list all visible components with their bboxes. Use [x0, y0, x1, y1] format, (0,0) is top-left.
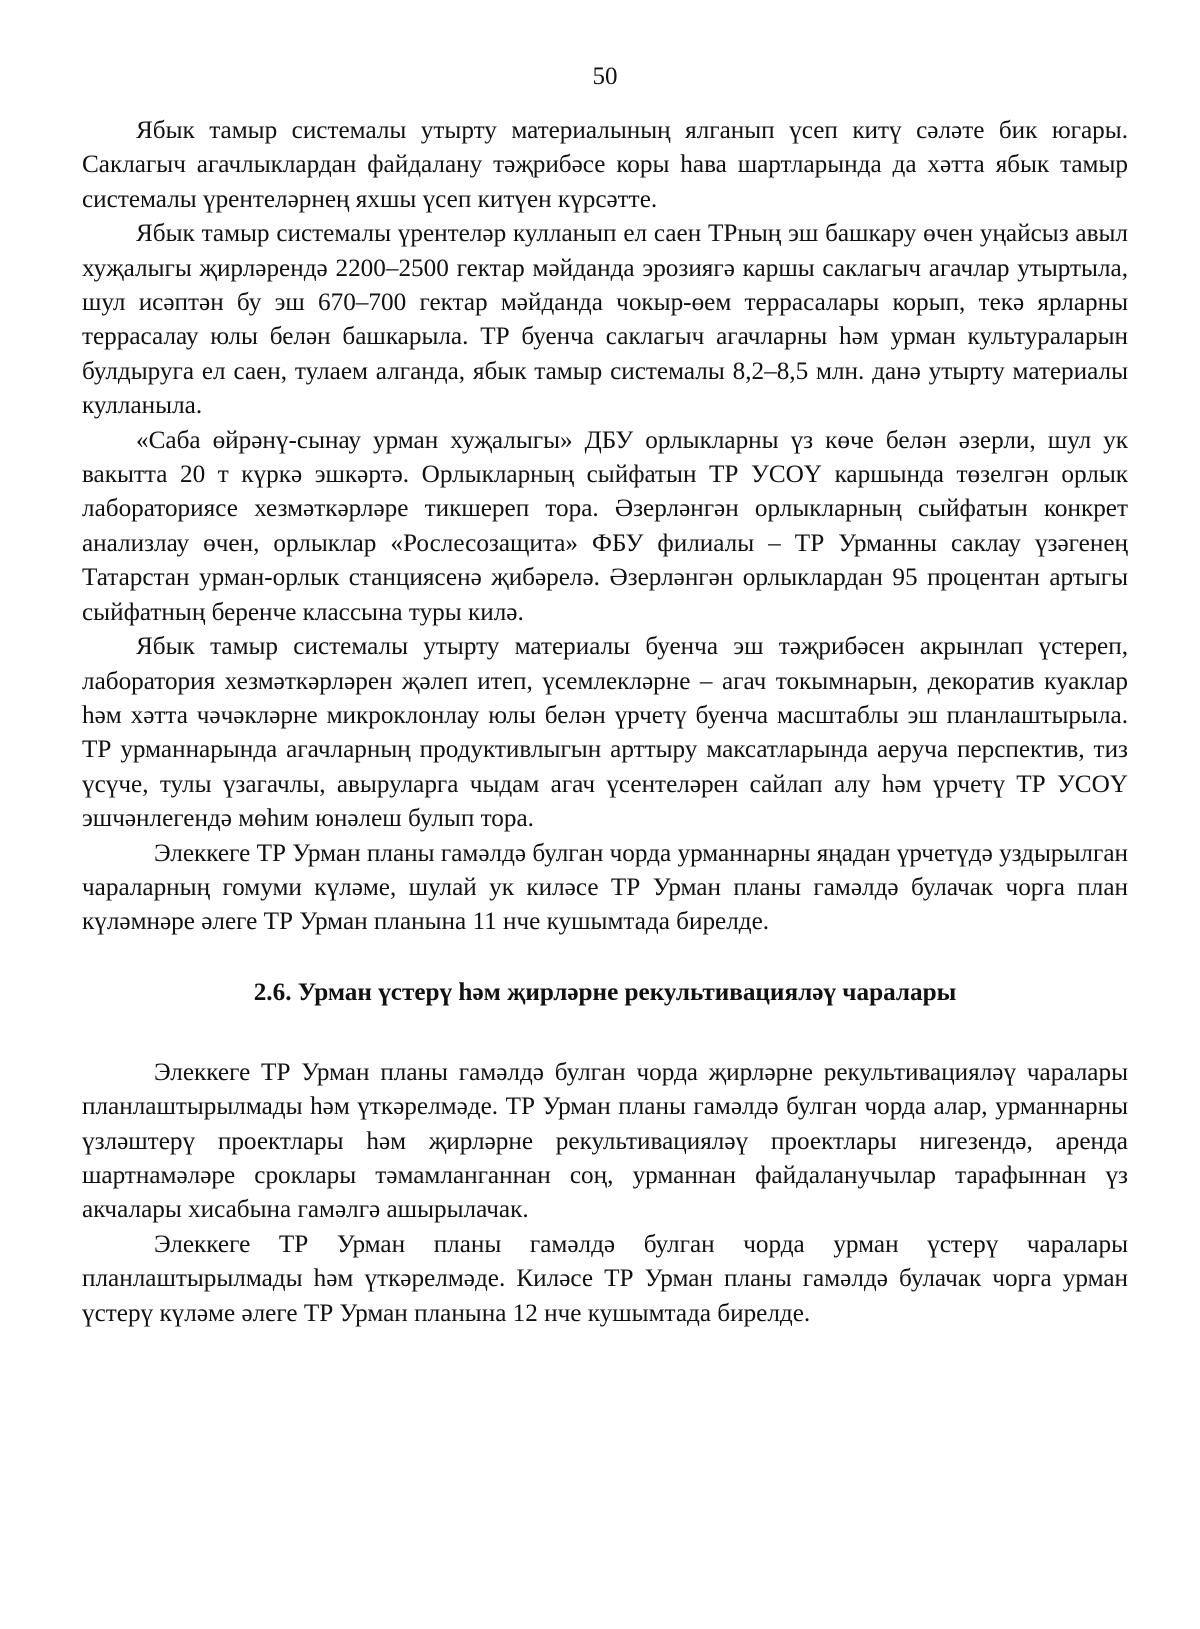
paragraph-seedlings-usage: Ябык тамыр системалы үрентеләр кулланып ел саен ТРның эш башкару өчен уңайсыз авыл хуҗалыгы җирләрендә 2200–2500 гектар мәйданда эрозиягә каршы саклагыч агачлар утыртыла, шул исәптән бу эш 670–700 гектар мәйданда чокыр-өем террасалары корып, текә ярларны террасалау юлы белән башкарыла. ТР буенча саклагыч агачларны һәм урман культураларын булдыруга ел саен, тулаем алганда, ябык тамыр системалы 8,2–8,5 млн. данә утырту материалы кулланыла. [82, 220, 1128, 420]
paragraph-reforestation-volume: Элеккеге ТР Урман планы гамәлдә булган чорда урманнарны яңадан үрчетүдә уздырылган чараларның гомуми күләме, шулай ук киләсе ТР Урман планы гамәлдә булачак чорга план күләмнәре әлеге ТР Урман планына 11 нче кушымтада бирелде. [82, 839, 1128, 936]
paragraph-land-reclamation: Элеккеге ТР Урман планы гамәлдә булган чорда җирләрне рекультивацияләү чаралары планлаштырылмады һәм үткәрелмәде. ТР Урман планы гамәлдә булган чорда алар, урманнарны үзләштерү проектлары һәм җирләрне рекультивацияләү проектлары нигезендә, аренда шартнамәләре сроклары тәмамланганнан соң, урманнан файдаланучылар тарафыннан үз акчалары хисабына гамәлгә ашырылачак. [82, 1058, 1128, 1224]
body-text [82, 114, 1128, 1331]
section-body [82, 1056, 1128, 1331]
paragraph-closed-root-system: Ябык тамыр системалы утырту материалының ялганып үсеп китү сәләте бик югары. Саклагыч агачлыклардан файдалану тәҗрибәсе коры һава шартларында да хәтта ябык тамыр системалы үрентеләрнең яхшы үсеп китүен күрсәтте. [82, 117, 1128, 213]
page-number: 50 [592, 63, 618, 90]
section-heading: 2.6. Урман үстерү һәм җирләрне рекультивацияләү чаралары [253, 978, 957, 1006]
paragraph-forest-growing: Элеккеге ТР Урман планы гамәлдә булган чорда урман үстерү чаралары планлаштырылмады һәм үткәрелмәде. Киләсе ТР Урман планы гамәлдә булачак чорга урман үстерү күләме әлеге ТР Урман планына 12 нче кушымтада бирелде. [82, 1230, 1128, 1327]
document-page [82, 0, 1128, 1629]
paragraph-seed-preparation: «Саба өйрәнү-сынау урман хуҗалыгы» ДБУ орлыкларны үз көче белән әзерли, шул ук вакытта 20 т күркә эшкәртә. Орлыкларның сыйфатын ТР УСОҮ каршында төзелгән орлык лабораториясе хезмәткәрләре тикшереп тора. Әзерләнгән орлыкларның сыйфатын конкрет анализлау өчен, орлыклар «Рослесозащита» ФБУ филиалы – ТР Урманны саклау үзәгенең Татарстан урман-орлык станциясенә җибәрелә. Әзерләнгән орлыклардан 95 процентан артыгы сыйфатның беренче классына туры килә. [82, 426, 1128, 626]
paragraph-laboratory-plans: Ябык тамыр системалы утырту материалы буенча эш тәҗрибәсен акрынлап үстереп, лаборатория хезмәткәрләрен җәлеп итеп, үсемлекләрне – агач токымнарын, декоратив куаклар һәм хәтта чәчәкләрне микроклонлау юлы белән үрчетү буенча масштаблы эш планлаштырыла. ТР урманнарында агачларның продуктивлыгын арттыру максатларында аеруча перспектив, тиз үсүче, тулы үзагачлы, авыруларга чыдам агач үсентеләрен сайлап алу һәм үрчетү ТР УСОҮ эшчәнлегендә мөһим юнәлеш булып тора. [82, 633, 1128, 833]
